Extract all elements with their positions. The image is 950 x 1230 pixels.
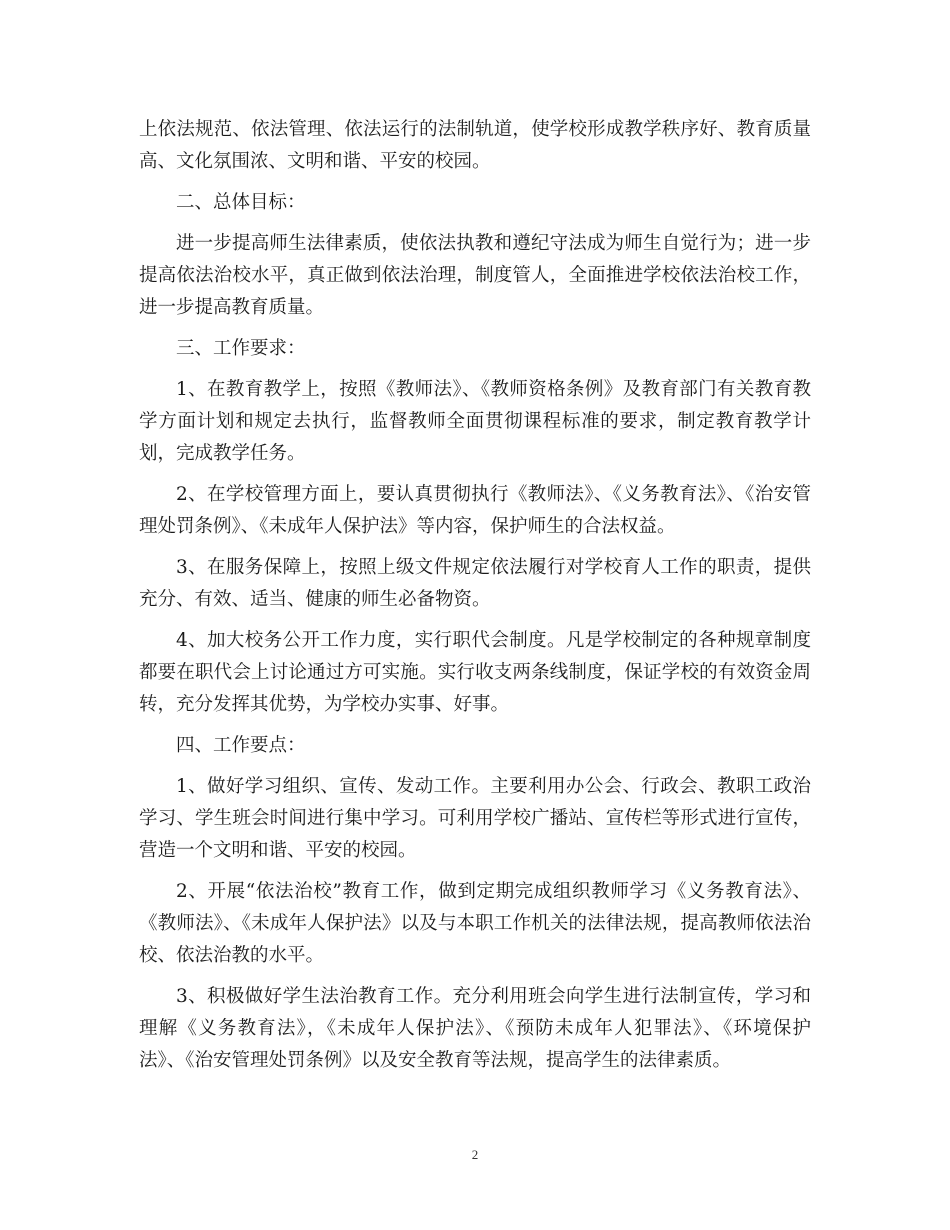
page-number: 2 xyxy=(471,1147,479,1162)
requirement-item-4: 4、加大校务公开工作力度，实行职代会制度。凡是学校制定的各种规章制度都要在职代会上讨论通过方可实施。实行收支两条线制度，保证学校的有效资金周转，充分发挥其优势，为学校办实事、好事。 xyxy=(139,630,811,715)
work-point-item-3: 3、积极做好学生法治教育工作。充分利用班会向学生进行法制宣传，学习和理解《义务教育法》，《未成年人保护法》、《预防未成年人犯罪法》、《环境保护法》、《治安管理处罚条例》以及安全教育等法规，提高学生的法律素质。 xyxy=(139,986,811,1071)
requirement-item-3: 3、在服务保障上，按照上级文件规定依法履行对学校育人工作的职责，提供充分、有效、适当、健康的师生必备物资。 xyxy=(139,557,811,610)
section-heading-work-requirements: 三、工作要求： xyxy=(176,338,306,359)
requirement-item-2: 2、在学校管理方面上，要认真贯彻执行《教师法》、《义务教育法》、《治安管理处罚条例》、《未成年人保护法》等内容，保护师生的合法权益。 xyxy=(139,484,811,537)
section-heading-overall-goal: 二、总体目标： xyxy=(176,192,306,213)
document-body xyxy=(139,114,811,1086)
work-point-item-2: 2、开展“依法治校”教育工作，做到定期完成组织教师学习《义务教育法》、《教师法》、《未成年人保护法》以及与本职工作机关的法律法规，提高教师依法治校、依法治教的水平。 xyxy=(139,881,811,966)
paragraph-continuation: 上依法规范、依法管理、依法运行的法制轨道，使学校形成教学秩序好、教育质量高、文化氛围浓、文明和谐、平安的校园。 xyxy=(139,119,811,172)
paragraph-overall-goal: 进一步提高师生法律素质，使依法执教和遵纪守法成为师生自觉行为；进一步提高依法治校水平，真正做到依法治理，制度管人，全面推进学校依法治校工作，进一步提高教育质量。 xyxy=(139,233,811,318)
requirement-item-1: 1、在教育教学上，按照《教师法》、《教师资格条例》及教育部门有关教育教学方面计划和规定去执行，监督教师全面贯彻课程标准的要求，制定教育教学计划，完成教学任务。 xyxy=(139,379,811,464)
work-point-item-1: 1、做好学习组织、宣传、发动工作。主要利用办公会、行政会、教职工政治学习、学生班会时间进行集中学习。可利用学校广播站、宣传栏等形式进行宣传，营造一个文明和谐、平安的校园。 xyxy=(139,776,811,861)
section-heading-work-points: 四、工作要点： xyxy=(176,735,306,756)
